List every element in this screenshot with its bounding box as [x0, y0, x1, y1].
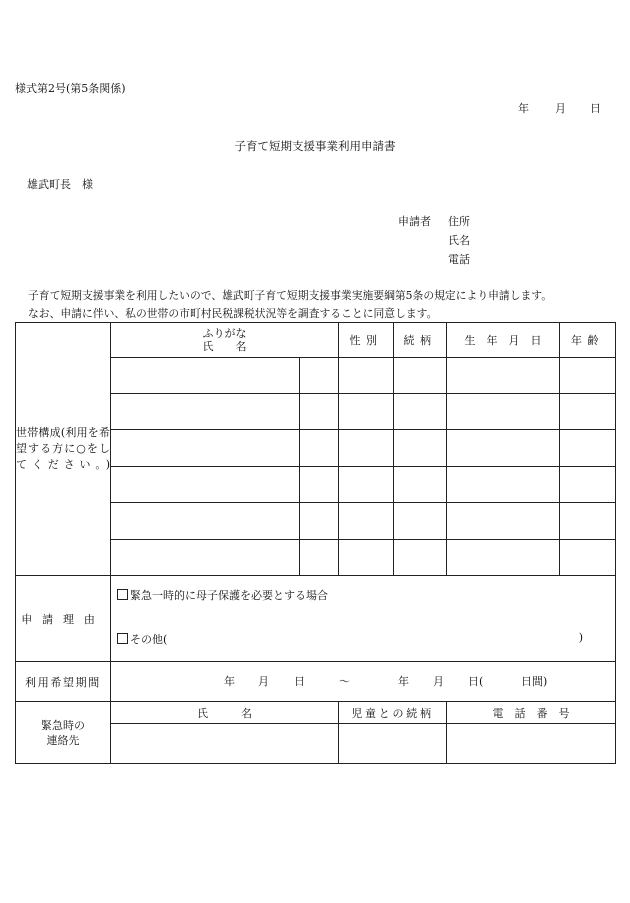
member-mark-cell[interactable]: [300, 503, 339, 540]
member-mark-cell[interactable]: [300, 394, 339, 430]
member-birthdate-cell[interactable]: [447, 358, 560, 394]
addressee: 雄武町長 様: [27, 178, 93, 191]
reason-option-1-label: 緊急一時的に母子保護を必要とする場合: [130, 589, 328, 602]
form-title: 子育て短期支援事業利用申請書: [234, 139, 396, 153]
member-name-cell[interactable]: [111, 430, 300, 467]
period-start-month: 月: [258, 675, 269, 688]
member-mark-cell[interactable]: [300, 467, 339, 503]
birthdate-header: 生 年 月 日: [447, 323, 560, 358]
member-relation-cell[interactable]: [394, 503, 447, 540]
emergency-relation-cell[interactable]: [339, 724, 447, 764]
period-end-year: 年: [398, 675, 409, 688]
member-age-cell[interactable]: [560, 503, 616, 540]
period-tilde: 〜: [339, 675, 350, 688]
member-sex-cell[interactable]: [339, 540, 394, 576]
emergency-label-line-2: 連絡先: [46, 733, 80, 747]
date-month: 月: [555, 102, 566, 115]
date-day: 日: [590, 102, 601, 115]
emergency-label: [16, 702, 111, 764]
member-birthdate-cell[interactable]: [447, 540, 560, 576]
name-header: 氏 名: [202, 340, 247, 353]
member-sex-cell[interactable]: [339, 503, 394, 540]
member-mark-cell[interactable]: [300, 430, 339, 467]
member-name-cell[interactable]: [111, 503, 300, 540]
furigana-header: ふりがな: [202, 327, 247, 340]
relation-header: 続柄: [394, 323, 447, 358]
member-relation-cell[interactable]: [394, 394, 447, 430]
sex-header: 性別: [339, 323, 394, 358]
member-relation-cell[interactable]: [394, 540, 447, 576]
reason-option-1[interactable]: [117, 587, 328, 603]
reason-option-2[interactable]: [117, 631, 167, 647]
applicant-phone-label: 電話: [448, 253, 470, 266]
member-age-cell[interactable]: [560, 394, 616, 430]
period-start-year: 年: [224, 675, 235, 688]
member-sex-cell[interactable]: [339, 430, 394, 467]
member-name-cell[interactable]: [111, 540, 300, 576]
applicant-name-label: 氏名: [448, 234, 470, 247]
date-line: [518, 100, 601, 116]
emergency-phone-cell[interactable]: [447, 724, 616, 764]
applicant-address-label: 住所: [448, 215, 470, 228]
member-sex-cell[interactable]: [339, 467, 394, 503]
emergency-relation-header: 児童との続柄: [339, 702, 447, 724]
statement-line-1: 子育て短期支援事業を利用したいので、雄武町子育て短期支援事業実施要綱第5条の規定により申請します。: [28, 289, 553, 302]
member-birthdate-cell[interactable]: [447, 467, 560, 503]
reason-cell: [111, 576, 616, 662]
member-age-cell[interactable]: [560, 358, 616, 394]
emergency-label-line-1: 緊急時の: [41, 718, 85, 732]
application-table: [15, 322, 616, 764]
member-age-cell[interactable]: [560, 467, 616, 503]
emergency-name-cell[interactable]: [111, 724, 339, 764]
checkbox-icon[interactable]: [117, 589, 128, 600]
reason-option-2-label: その他(: [130, 633, 168, 646]
member-sex-cell[interactable]: [339, 394, 394, 430]
member-mark-cell[interactable]: [300, 540, 339, 576]
member-sex-cell[interactable]: [339, 358, 394, 394]
period-end-month: 月: [433, 675, 444, 688]
period-label: 利用希望期間: [16, 662, 111, 702]
household-header-name: [111, 323, 339, 358]
age-header: 年齢: [560, 323, 616, 358]
member-relation-cell[interactable]: [394, 467, 447, 503]
form-number: 様式第2号(第5条関係): [15, 82, 126, 95]
member-name-cell[interactable]: [111, 394, 300, 430]
emergency-name-header: 氏 名: [111, 702, 339, 724]
member-birthdate-cell[interactable]: [447, 503, 560, 540]
member-age-cell[interactable]: [560, 430, 616, 467]
date-year: 年: [518, 102, 529, 115]
emergency-phone-header: 電 話 番 号: [447, 702, 616, 724]
member-birthdate-cell[interactable]: [447, 394, 560, 430]
member-name-cell[interactable]: [111, 467, 300, 503]
member-mark-cell[interactable]: [300, 358, 339, 394]
period-days: 日間): [521, 675, 548, 688]
member-relation-cell[interactable]: [394, 358, 447, 394]
period-end-day: 日(: [468, 675, 484, 688]
statement-line-2: なお、申請に伴い、私の世帯の市町村民税課税状況等を調査することに同意します。: [28, 307, 438, 320]
period-start-day: 日: [294, 675, 305, 688]
checkbox-icon[interactable]: [117, 633, 128, 644]
member-birthdate-cell[interactable]: [447, 430, 560, 467]
applicant-label: 申請者: [398, 215, 431, 228]
member-age-cell[interactable]: [560, 540, 616, 576]
reason-label: 申請理由: [16, 576, 111, 662]
period-cell[interactable]: [111, 662, 616, 702]
reason-option-2-close: ): [578, 631, 583, 644]
member-relation-cell[interactable]: [394, 430, 447, 467]
household-section-label: 世帯構成(利用を希望する方に○をしてください。): [16, 323, 111, 576]
member-name-cell[interactable]: [111, 358, 300, 394]
